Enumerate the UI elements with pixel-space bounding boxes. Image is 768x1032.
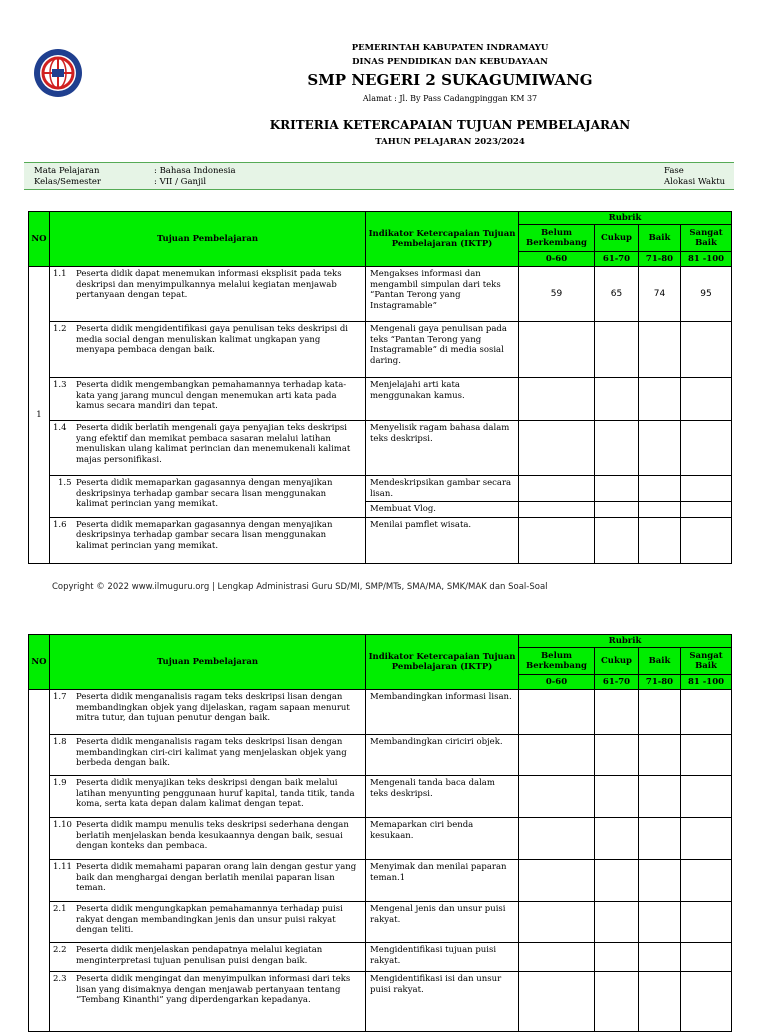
score-belum (519, 735, 595, 776)
header-baik: Baik (639, 648, 681, 675)
score-cukup (595, 421, 639, 476)
tp-cell (50, 735, 366, 776)
table-row (29, 943, 732, 972)
table-row (29, 476, 732, 502)
indicator-cell: Menjelajahi arti kata menggunakan kamus. (366, 378, 519, 421)
tp-number: 1.4 (53, 423, 67, 433)
score-sangat: 95 (681, 267, 732, 322)
score-baik (639, 943, 681, 972)
tp-cell (50, 902, 366, 943)
score-cukup (595, 943, 639, 972)
school-address: Alamat : Jl. By Pass Cadangpinggan KM 37 (362, 94, 538, 103)
score-baik (639, 421, 681, 476)
score-cukup (595, 502, 639, 518)
table-row (29, 517, 732, 563)
header-sangat: Sangat Baik (681, 648, 732, 675)
table-row (29, 972, 732, 1032)
phase-label: Fase (664, 166, 684, 176)
range-cukup: 61-70 (595, 675, 639, 690)
score-cukup (595, 322, 639, 378)
score-belum (519, 517, 595, 563)
score-cukup (595, 517, 639, 563)
score-baik (639, 735, 681, 776)
score-cukup (595, 776, 639, 818)
score-belum (519, 776, 595, 818)
range-baik: 71-80 (639, 252, 681, 267)
score-cukup: 65 (595, 267, 639, 322)
tp-number: 1.3 (53, 380, 67, 390)
time-label: Alokasi Waktu (664, 177, 726, 187)
tp-text: Peserta didik menganalisis ragam teks deskripsi lisan dengan membandingkan ciri-ciri kalimat yang menjelaskan objek yang berbeda dengan baik. (76, 737, 347, 768)
tp-number: 1.6 (53, 519, 67, 530)
tp-cell (50, 860, 366, 902)
indicator-cell: Membandingkan ciriciri objek. (366, 735, 519, 776)
range-sangat: 81 -100 (681, 252, 732, 267)
tp-text: Peserta didik menganalisis ragam teks deskripsi lisan dengan membandingkan objek yang dijelaskan, ragam sapaan menurut mitra tutur, dan tujuan penutur dengan baik. (76, 692, 350, 723)
table-row (29, 902, 732, 943)
score-cukup (595, 818, 639, 860)
table-row (29, 776, 732, 818)
tp-number: 1.7 (53, 692, 67, 702)
score-belum (519, 943, 595, 972)
score-sangat (681, 902, 732, 943)
score-sangat (681, 735, 732, 776)
tp-text: Peserta didik mampu menulis teks deskripsi sederhana dengan berlatih menjelaskan benda kesukaannya dengan baik, sesuai dengan konteks dan pembaca. (76, 820, 349, 851)
score-sangat (681, 776, 732, 818)
score-sangat (681, 943, 732, 972)
score-sangat (681, 322, 732, 378)
header-rubrik: Rubrik (519, 635, 732, 648)
table-row (29, 690, 732, 735)
score-cukup (595, 378, 639, 421)
header-sangat: Sangat Baik (681, 225, 732, 252)
table-row (29, 267, 732, 322)
subject-label: Mata Pelajaran (34, 166, 100, 176)
info-bar (24, 162, 734, 190)
class-value: : VII / Ganjil (154, 177, 207, 187)
tp-number: 1.10 (53, 820, 72, 830)
score-sangat (681, 972, 732, 1032)
kktp-table-1 (28, 211, 732, 564)
tp-cell (50, 476, 366, 518)
tp-cell (50, 776, 366, 818)
row-group-number: 1 (29, 267, 50, 564)
tp-number: 2.2 (53, 945, 67, 955)
score-baik (639, 502, 681, 518)
tp-number: 1.11 (53, 862, 72, 872)
table-row (29, 860, 732, 902)
header-cukup: Cukup (595, 225, 639, 252)
score-sangat (681, 378, 732, 421)
score-belum (519, 421, 595, 476)
score-belum (519, 476, 595, 502)
score-baik (639, 972, 681, 1032)
tp-text: Peserta didik memaparkan gagasannya dengan menyajikan deskripsinya terhadap gambar secara lisan menggunakan kalimat perincian yang memikat. (76, 519, 333, 551)
tp-number: 1.2 (53, 324, 67, 334)
score-baik (639, 476, 681, 502)
tp-cell (50, 267, 366, 322)
indicator-cell: Mengenali tanda baca dalam teks deskripsi. (366, 776, 519, 818)
score-baik (639, 902, 681, 943)
tp-text: Peserta didik mengungkapkan pemahamannya terhadap puisi rakyat dengan membandingkan jenis dan unsur puisi rakyat dengan teliti. (76, 904, 343, 935)
score-baik (639, 860, 681, 902)
score-cukup (595, 735, 639, 776)
header-belum: Belum Berkembang (519, 648, 595, 675)
header-rubrik: Rubrik (519, 212, 732, 225)
tp-text: Peserta didik mengidentifikasi gaya penulisan teks deskripsi di media social dengan menuliskan kalimat ungkapan yang menyapa pembaca dengan baik. (76, 324, 349, 355)
tp-cell (50, 517, 366, 563)
score-sangat (681, 421, 732, 476)
header-cukup: Cukup (595, 648, 639, 675)
tp-number: 2.1 (53, 904, 67, 914)
score-baik (639, 322, 681, 378)
header-belum: Belum Berkembang (519, 225, 595, 252)
header-no: NO (29, 212, 50, 267)
score-baik: 74 (639, 267, 681, 322)
score-belum (519, 502, 595, 518)
tp-number: 2.3 (53, 974, 67, 984)
table-row (29, 818, 732, 860)
tp-cell (50, 378, 366, 421)
indicator-cell: Mengakses informasi dan mengambil simpulan dari teks “Pantan Terong yang Instagramable” (366, 267, 519, 322)
indicator-cell: Membuat Vlog. (366, 502, 519, 518)
tp-number: 1.8 (53, 737, 67, 747)
indicator-cell: Mengenal jenis dan unsur puisi rakyat. (366, 902, 519, 943)
score-baik (639, 776, 681, 818)
tp-text: Peserta didik menjelaskan pendapatnya melalui kegiatan menginterpretasi tujuan penulisan puisi dengan baik. (76, 945, 323, 966)
indicator-cell: Mengidentifikasi tujuan puisi rakyat. (366, 943, 519, 972)
tp-number: 1.5 (58, 478, 72, 488)
class-label: Kelas/Semester (34, 177, 101, 187)
tp-cell (50, 818, 366, 860)
tp-text: Peserta didik berlatih mengenali gaya penyajian teks deskripsi yang efektif dan memikat pembaca sasaran melalui latihan menuliskan ulang kalimat perincian dan menemukenali kalimat majas personifikasi. (76, 423, 351, 465)
score-belum (519, 818, 595, 860)
score-cukup (595, 476, 639, 502)
range-sangat: 81 -100 (681, 675, 732, 690)
tp-text: Peserta didik menyajikan teks deskripsi dengan baik melalui latihan menyunting penggunaan huruf kapital, tanda titik, tanda koma, serta kata depan dalam kalimat dengan tepat. (76, 778, 355, 809)
tp-text: Peserta didik memahami paparan orang lain dengan gestur yang baik dan menghargai dengan berlatih menilai paparan lisan teman. (76, 862, 357, 893)
score-sangat (681, 517, 732, 563)
score-belum (519, 322, 595, 378)
tp-number: 1.9 (53, 778, 67, 788)
header-tp: Tujuan Pembelajaran (50, 212, 366, 267)
score-sangat (681, 690, 732, 735)
tp-text: Peserta didik mengingat dan menyimpulkan informasi dari teks lisan yang disimaknya dengan menjawab pertanyaan tentang “Tembang Kinanthi” yang diperdengarkan kepadanya. (76, 974, 351, 1005)
dept-name: DINAS PENDIDIKAN DAN KEBUDAYAAN (352, 57, 548, 67)
indicator-cell: Mendeskripsikan gambar secara lisan. (366, 476, 519, 502)
school-logo (33, 48, 83, 98)
tp-text: Peserta didik dapat menemukan informasi eksplisit pada teks deskripsi dan menyimpulkannya melalui kegiatan menjawab pertanyaan dengan tepat. (76, 269, 342, 300)
header-iktp: Indikator Ketercapaian Tujuan Pembelajaran (IKTP) (366, 635, 519, 690)
tp-number: 1.1 (53, 269, 67, 279)
copyright-footer: Copyright © 2022 www.ilmuguru.org | Lengkap Administrasi Guru SD/MI, SMP/MTs, SMA/MA, SMK/MAK dan Soal-Soal (52, 582, 548, 592)
score-belum (519, 972, 595, 1032)
indicator-cell: Menyimak dan menilai paparan teman.1 (366, 860, 519, 902)
range-cukup: 61-70 (595, 252, 639, 267)
tp-cell (50, 972, 366, 1032)
score-sangat (681, 860, 732, 902)
subject-value: : Bahasa Indonesia (154, 166, 236, 176)
score-cukup (595, 860, 639, 902)
score-belum (519, 690, 595, 735)
header-iktp: Indikator Ketercapaian Tujuan Pembelajaran (IKTP) (366, 212, 519, 267)
score-cukup (595, 972, 639, 1032)
range-belum: 0-60 (519, 675, 595, 690)
table-row (29, 322, 732, 378)
score-belum (519, 860, 595, 902)
score-belum: 59 (519, 267, 595, 322)
tp-cell (50, 690, 366, 735)
score-belum (519, 378, 595, 421)
indicator-cell: Menilai pamflet wisata. (366, 517, 519, 563)
score-belum (519, 902, 595, 943)
kktp-table-2 (28, 634, 732, 1032)
score-baik (639, 517, 681, 563)
score-baik (639, 818, 681, 860)
score-baik (639, 690, 681, 735)
indicator-cell: Menyelisik ragam bahasa dalam teks deskripsi. (366, 421, 519, 476)
header-tp: Tujuan Pembelajaran (50, 635, 366, 690)
row-group-number (29, 690, 50, 1032)
document-year: TAHUN PELAJARAN 2023/2024 (375, 137, 525, 147)
range-baik: 71-80 (639, 675, 681, 690)
score-baik (639, 378, 681, 421)
school-name: SMP NEGERI 2 SUKAGUMIWANG (307, 71, 593, 89)
header-no: NO (29, 635, 50, 690)
score-cukup (595, 902, 639, 943)
table-row (29, 378, 732, 421)
indicator-cell: Mengidentifikasi isi dan unsur puisi rakyat. (366, 972, 519, 1032)
score-sangat (681, 476, 732, 502)
range-belum: 0-60 (519, 252, 595, 267)
header-baik: Baik (639, 225, 681, 252)
table-row (29, 735, 732, 776)
tp-text: Peserta didik memaparkan gagasannya dengan menyajikan deskripsinya terhadap gambar secara lisan menggunakan kalimat perincian yang memikat. (76, 478, 333, 509)
document-title: KRITERIA KETERCAPAIAN TUJUAN PEMBELAJARAN (269, 118, 631, 132)
indicator-cell: Membandingkan informasi lisan. (366, 690, 519, 735)
score-sangat (681, 818, 732, 860)
tp-text: Peserta didik mengembangkan pemahamannya terhadap kata-kata yang jarang muncul dengan menemukan arti kata pada kamus secara mandiri dan tepat. (76, 380, 347, 411)
indicator-cell: Memaparkan ciri benda kesukaan. (366, 818, 519, 860)
score-cukup (595, 690, 639, 735)
tp-cell (50, 943, 366, 972)
score-sangat (681, 502, 732, 518)
table-row (29, 421, 732, 476)
tp-cell (50, 421, 366, 476)
tp-cell (50, 322, 366, 378)
indicator-cell: Mengenali gaya penulisan pada teks “Pantan Terong yang Instagramable” di media sosial daring. (366, 322, 519, 378)
gov-name: PEMERINTAH KABUPATEN INDRAMAYU (351, 43, 549, 53)
